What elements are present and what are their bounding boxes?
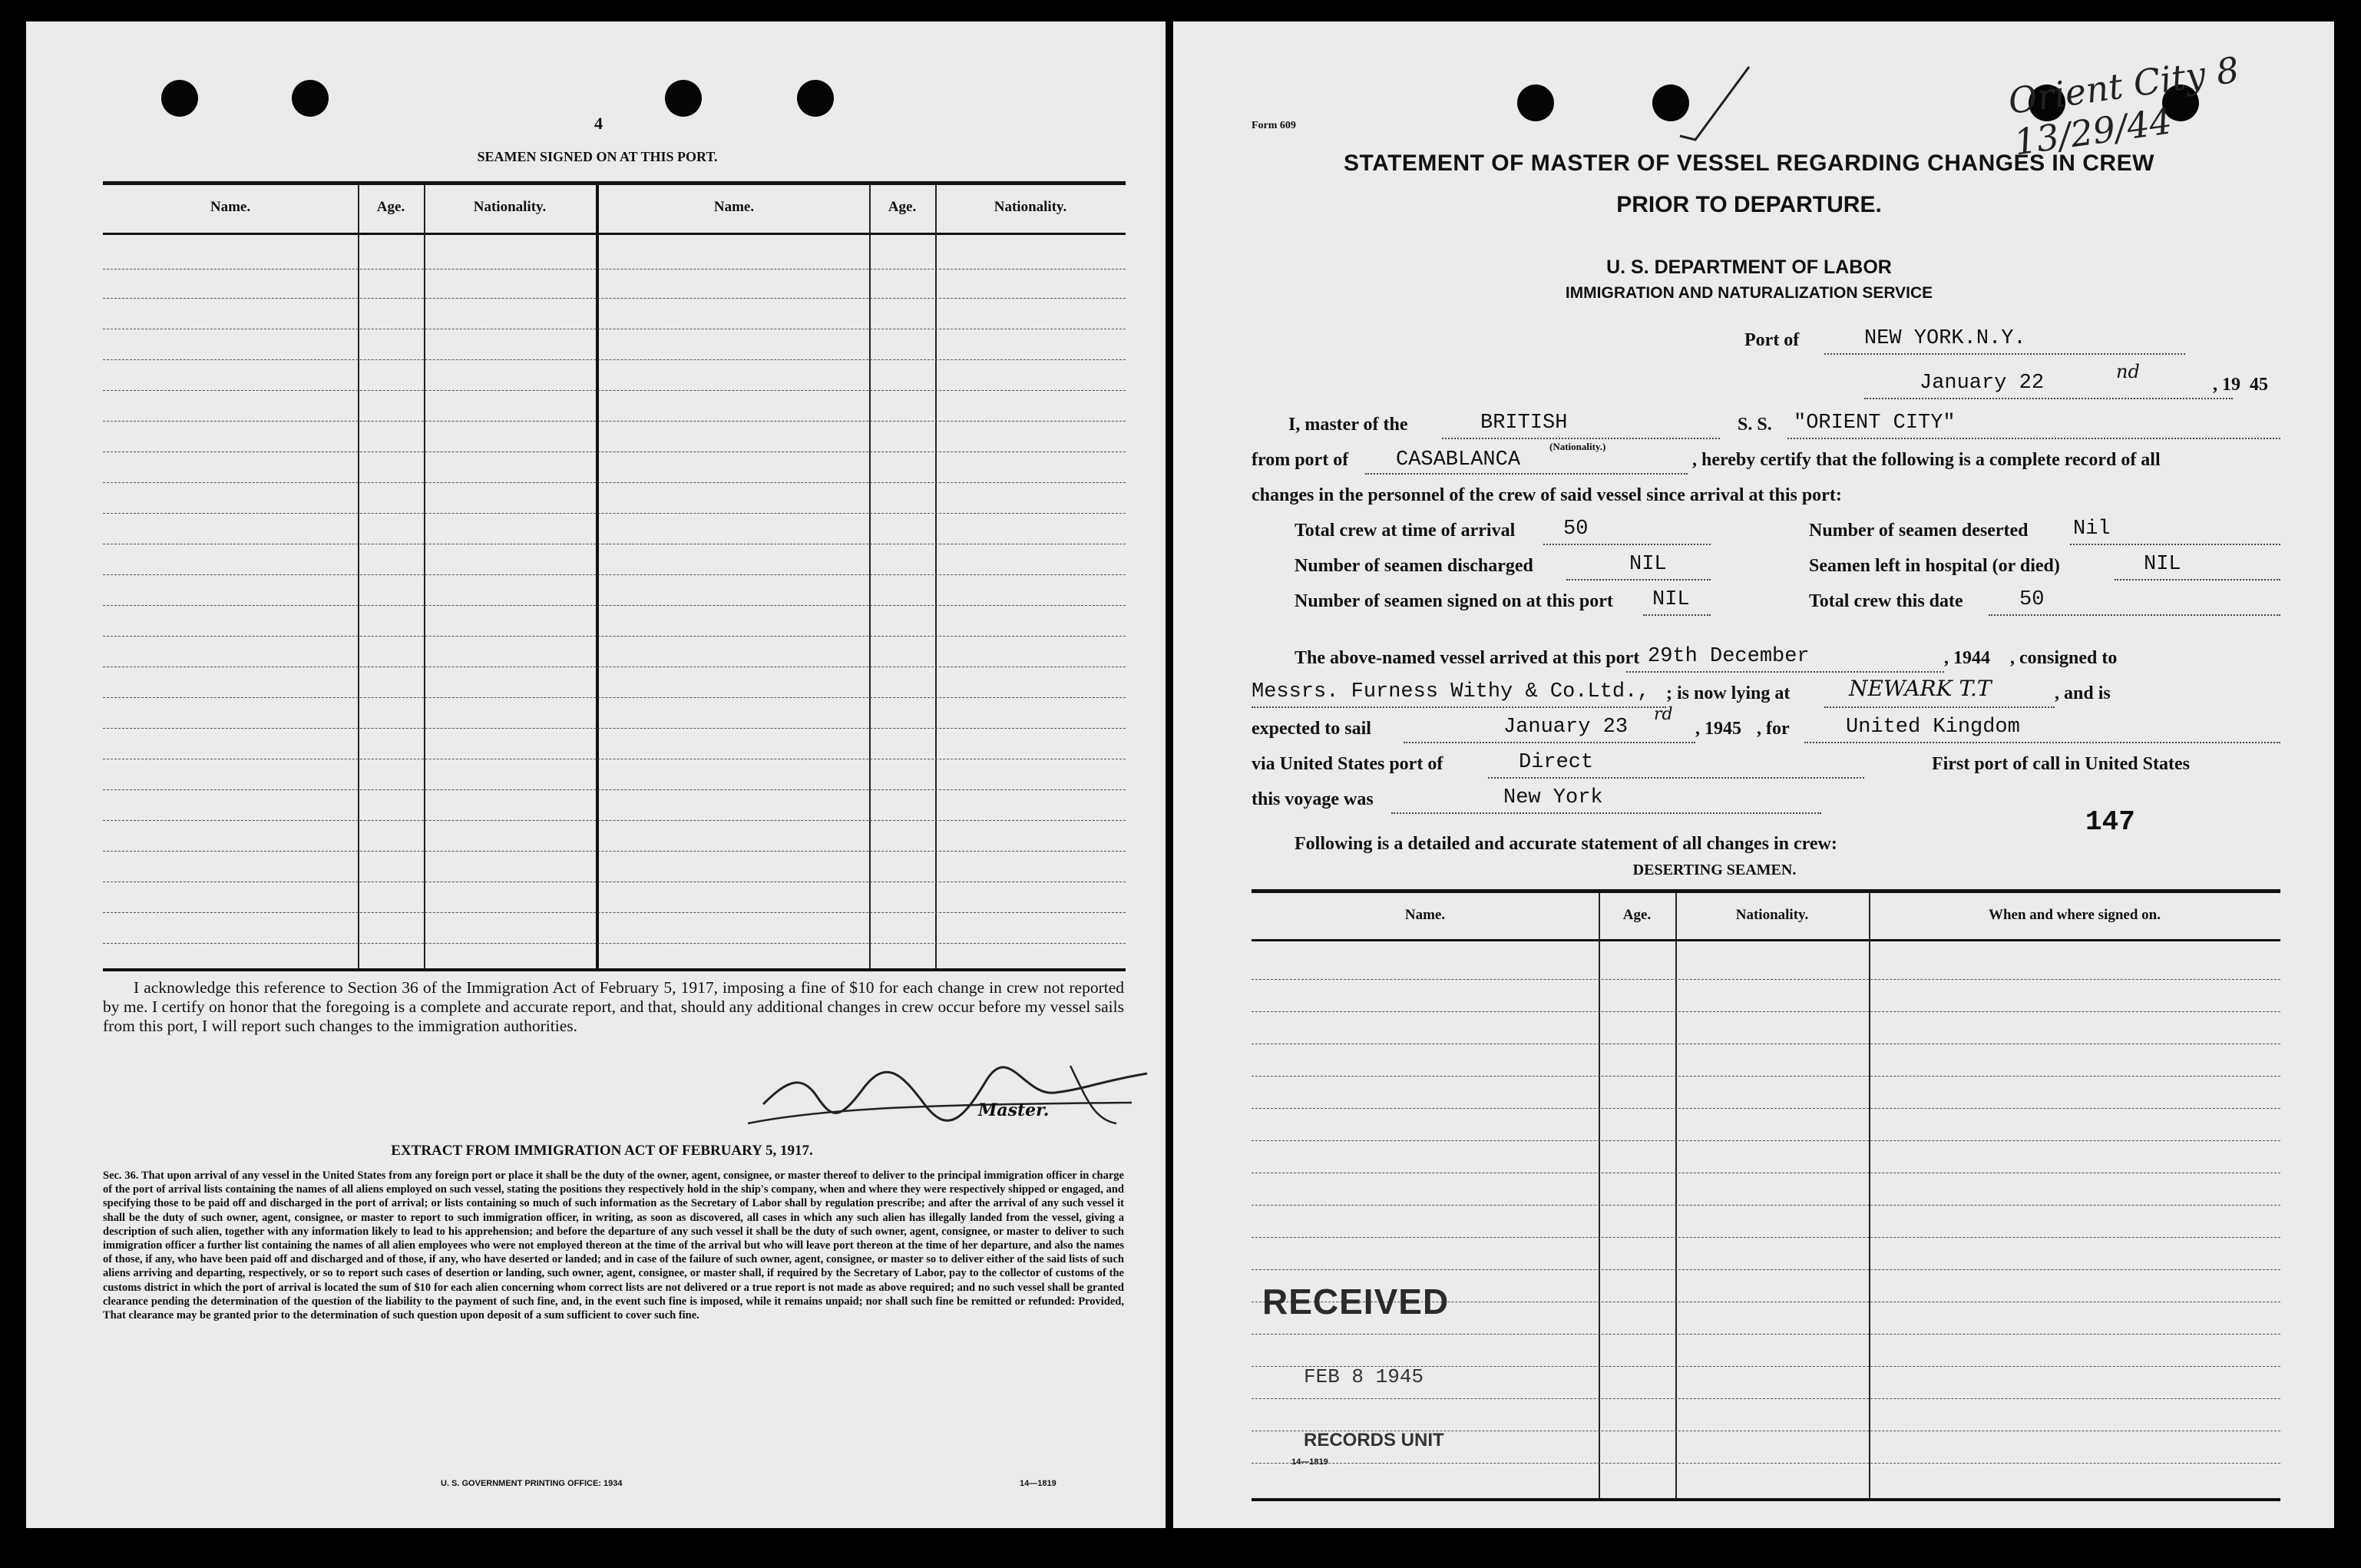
total-crew-arrival-label: Total crew at time of arrival — [1295, 521, 1516, 541]
punch-hole — [1517, 84, 1554, 121]
via-label: via United States port of — [1252, 754, 1443, 774]
deserted-label: Number of seamen deserted — [1809, 521, 2029, 541]
expected-year: , 1945 — [1695, 719, 1741, 739]
date-month-day: January 22 — [1920, 372, 2045, 395]
consignee-value: Messrs. Furness Withy & Co.Ltd., — [1252, 680, 1650, 703]
extract-text: Sec. 36. That upon arrival of any vessel in the United States from any foreign port or place it shall be the duty of the owner, agent, consignee, or master thereof to deliver to the principal immigration officer in charge of the port of arrival lists containing the names of all aliens employed on such vessel, stating the positions they respectively hold in the ship's company, when and where they were respectively shipped or engaged, and specifying those to be paid off and discharged in the port of arrival; or lists containing so much of such information as the Secretary of Labor shall by regulation prescribe; and after the arrival of any such vessel it shall be the duty of such owner, agent, consignee, or master to report to such immigration officer, in writing, as soon as discovered, all cases in which any such alien has illegally landed from the vessel, giving a description of such alien, together with any information likely to lead to his apprehension; and before the departure of any such vessel it shall be the duty of such owner, agent, consignee, or master to deliver to such immigration officer a further list containing the names of all alien employees who were not employed thereon at the time of the arrival but who will leave port thereon at the time of her departure, and also the names of those, if any, who have been paid off and discharged and of those, if any, who have deserted or landed; and in case of the failure of such owner, agent, consignee, or master so to deliver either of the said lists of such aliens arriving and departing, respectively, or so to report such cases of desertion or landing, such owner, agent, consignee, or master shall, if required by the Secretary of Labor, pay to the collector of customs of the customs district in which the port of arrival is located the sum of $10 for each alien concerning whom correct lists are not delivered or a true report is not made as above required; and no such vessel shall be granted clearance pending the determination of the question of the liability to the payment of such fine, and, in the event such fine is imposed, while it remains unpaid; nor shall such fine be remitted or refunded: Provided, That clearance may be granted prior to the determination of such question upon deposit of a sum sufficient to cover such fine. — [103, 1169, 1124, 1322]
lying-label: ; is now lying at — [1666, 683, 1791, 703]
nationality-caption: (Nationality.) — [1549, 441, 1606, 452]
first-port-value: New York — [1503, 786, 1603, 809]
hospital-label: Seamen left in hospital (or died) — [1809, 556, 2060, 576]
from-port-value: CASABLANCA — [1396, 448, 1521, 471]
col-when-where: When and where signed on. — [1988, 907, 2161, 923]
via-value: Direct — [1519, 751, 1594, 774]
deserted-value: Nil — [2073, 518, 2111, 541]
ss-label: S. S. — [1738, 415, 1772, 435]
voyage-label: this voyage was — [1252, 789, 1374, 809]
received-stamp: RECEIVED — [1262, 1282, 1450, 1322]
col-age: Age. — [1622, 907, 1652, 923]
signed-on-label: Number of seamen signed on at this port — [1295, 591, 1613, 611]
hospital-value: NIL — [2144, 553, 2181, 576]
master-label: I, master of the — [1288, 415, 1408, 435]
check-mark-icon — [1672, 63, 1757, 147]
first-port-label: First port of call in United States — [1932, 754, 2190, 774]
table-header — [1252, 893, 2280, 941]
stamp-number: 147 — [2085, 806, 2135, 838]
right-form-code: 14—1819 — [1291, 1457, 1328, 1467]
arrived-date: 29th December — [1648, 645, 1810, 668]
left-page — [26, 22, 1166, 1528]
signature-title: Master. — [978, 1100, 1050, 1120]
following-label: Following is a detailed and accurate statement of all changes in crew: — [1295, 834, 1837, 854]
arrived-year: , 1944 — [1944, 648, 1990, 668]
arrived-label: The above-named vessel arrived at this port — [1295, 648, 1640, 668]
destination-value: United Kingdom — [1846, 716, 2020, 739]
col-age-2: Age. — [888, 199, 917, 215]
total-crew-date-label: Total crew this date — [1809, 591, 1963, 611]
date-year-prefix: , 19 — [2213, 375, 2240, 395]
punch-hole — [161, 80, 198, 117]
col-nationality-2: Nationality. — [994, 199, 1067, 215]
discharged-value: NIL — [1629, 553, 1667, 576]
expected-label: expected to sail — [1252, 719, 1371, 739]
received-date-stamp: FEB 8 1945 — [1304, 1365, 1424, 1388]
total-crew-date-value: 50 — [2019, 588, 2045, 611]
expected-suffix: rd — [1654, 705, 1673, 724]
nationality-value: BRITISH — [1480, 412, 1568, 435]
consigned-label: , consigned to — [2010, 648, 2118, 668]
lying-at-value: NEWARK T.T — [1849, 676, 1992, 701]
form-title-line-1: STATEMENT OF MASTER OF VESSEL REGARDING CHANGES IN CREW — [1344, 151, 2154, 176]
table-header — [103, 185, 1126, 235]
date-year: 45 — [2250, 375, 2268, 395]
punch-hole — [292, 80, 329, 117]
form-title-line-2: PRIOR TO DEPARTURE. — [1616, 192, 1882, 217]
signed-on-value: NIL — [1652, 588, 1690, 611]
department: U. S. DEPARTMENT OF LABOR — [1606, 256, 1892, 278]
expected-date: January 23 — [1503, 716, 1629, 739]
page-number: 4 — [594, 114, 603, 133]
signature-icon — [732, 1050, 1162, 1135]
col-name: Name. — [1404, 907, 1446, 923]
col-name-2: Name. — [713, 199, 755, 215]
master-signature — [732, 1050, 1162, 1135]
port-label: Port of — [1744, 330, 1800, 350]
form-number: Form 609 — [1252, 120, 1296, 131]
records-unit-stamp: RECORDS UNIT — [1304, 1430, 1444, 1451]
discharged-label: Number of seamen discharged — [1295, 556, 1533, 576]
col-nationality: Nationality. — [473, 199, 547, 215]
and-is-label: , and is — [2055, 683, 2111, 703]
printer-credit: U. S. GOVERNMENT PRINTING OFFICE: 1934 — [441, 1479, 623, 1488]
total-crew-arrival-value: 50 — [1563, 518, 1589, 541]
ship-name: "ORIENT CITY" — [1794, 412, 1956, 435]
acknowledgment-text: I acknowledge this reference to Section 36 of the Immigration Act of February 5, 1917, imposing a fine of $10 for each change in crew not reported by me. I certify on honor that the foregoing is a complete and accurate report, and that, should any additional changes in crew occur before my vessel sails from this port, I will report such changes to the immigration authorities. — [103, 978, 1124, 1035]
col-name: Name. — [210, 199, 251, 215]
from-port-label: from port of — [1252, 450, 1349, 470]
right-page — [1173, 22, 2334, 1528]
certify-text: , hereby certify that the following is a complete record of all — [1692, 450, 2161, 470]
punch-hole — [797, 80, 834, 117]
punch-hole — [665, 80, 702, 117]
deserting-title: DESERTING SEAMEN. — [1632, 862, 1797, 878]
port-value: NEW YORK.N.Y. — [1864, 327, 2026, 350]
deserting-seamen-table — [1252, 889, 2280, 1501]
extract-title: EXTRACT FROM IMMIGRATION ACT OF FEBRUARY 5, 1917. — [391, 1143, 813, 1159]
for-label: , for — [1757, 719, 1790, 739]
date-suffix: nd — [2116, 361, 2140, 382]
seamen-signed-on-title: SEAMEN SIGNED ON AT THIS PORT. — [477, 149, 718, 164]
col-nationality: Nationality. — [1735, 907, 1809, 923]
left-form-code: 14—1819 — [1020, 1479, 1056, 1488]
handwritten-note: Orient City 8 13/29/44 — [2006, 48, 2242, 164]
service: IMMIGRATION AND NATURALIZATION SERVICE — [1565, 284, 1933, 302]
seamen-signed-on-table — [103, 181, 1126, 971]
col-age: Age. — [376, 199, 405, 215]
changes-text: changes in the personnel of the crew of said vessel since arrival at this port: — [1252, 485, 1842, 505]
